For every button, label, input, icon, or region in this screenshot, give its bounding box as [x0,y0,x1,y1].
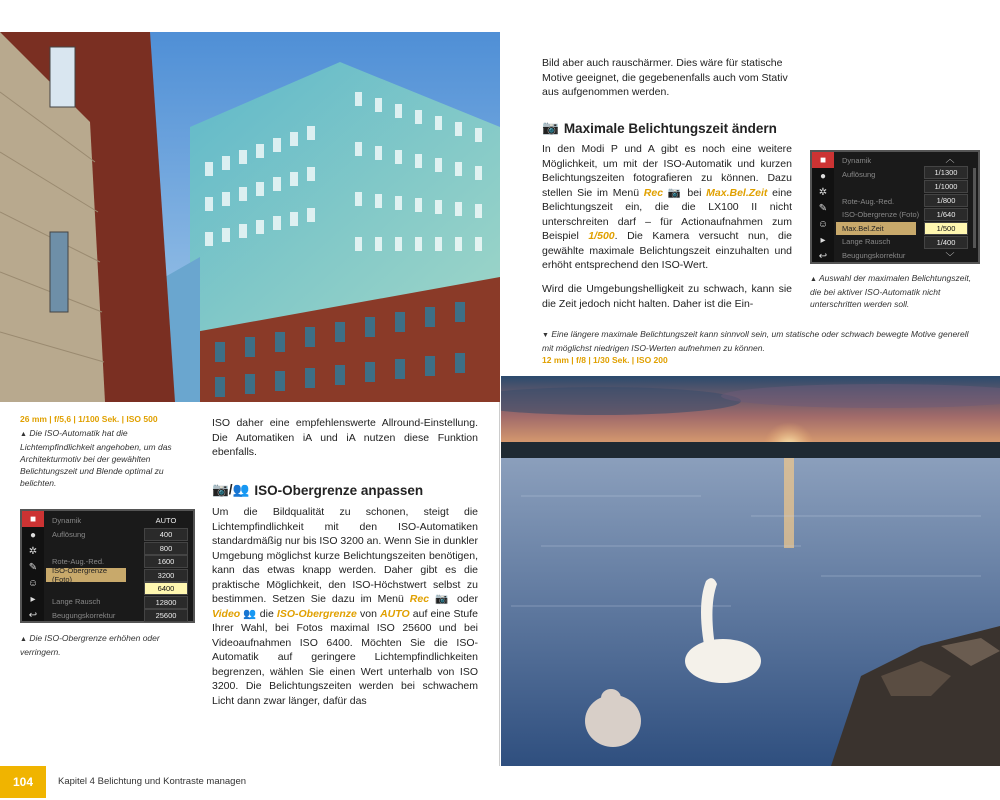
section-heading-belichtungszeit [542,120,777,136]
menu-row: Lange Rausch [842,237,891,247]
camera-icon: 📷 [542,120,559,135]
menu-row: Beugungskorrektur [842,250,906,260]
menu-value: AUTO [155,516,177,525]
body-right-maxbelzeit: Max.Bel.Zeit [706,186,768,199]
triangle-down-icon: ▼ [542,332,549,339]
menu-sidebar [22,511,44,621]
video-tab-icon: ● [819,170,827,182]
menu-row: ISO-Obergrenze (Foto) [842,210,920,220]
menu-caption-right [810,272,980,310]
menu-scrollbar [973,168,976,248]
triangle-up-icon: ▲ [20,431,27,438]
menu-row: Rote-Aug.-Red. [52,556,105,566]
chevron-up-icon: ︿ [945,154,955,164]
menu-row-selected: Max.Bel.Zeit [836,222,916,236]
menu-caption-left [20,632,195,658]
photo-info-left: 26 mm | f/5,6 | 1/100 Sek. | ISO 500 [20,414,158,424]
right-page [501,32,1000,766]
back-icon: ↩ [28,609,38,621]
back-icon: ↩ [818,250,828,262]
body-right-0: In den Modi P und A gibt es noch eine weitere Möglichkeit, um mit der ISO-Automatik und kurzen Belichtungszeiten fotografieren zu können. Dazu stellen Sie im Menü [542,143,792,199]
page-number: 104 [0,766,46,798]
menu-value: 800 [144,542,188,555]
chevron-down-icon: ﹀ [945,252,955,262]
menu-value: 1/1300 [924,166,968,179]
menu-value: 1/800 [924,194,968,207]
body-right-4: eine Belichtungszeit ein, die die LX100 II nicht unterschreiten darf – für Actionaufnahmen zum Beispiel [542,186,792,242]
menu-value-selected: 1/500 [924,222,968,235]
menu-caption-left-text: Die ISO-Obergrenze erhöhen oder verringern. [20,633,160,657]
menu-row: Beugungskorrektur [52,610,116,620]
user-icon: ☺ [27,577,39,589]
section-heading-iso [212,482,423,498]
body-text-right: In den Modi P und A gibt es noch eine weitere Möglichkeit, um mit der ISO-Automatik und kurzen Belichtungszeiten fotografieren zu können. Dazu stellen Sie im Menü Rec 📷 bei Max.Bel.Zeit eine Belichtungszeit ein, die die LX100 II nicht unterschreiten darf – für Actionaufnahmen zum Beispiel 1/500. Die Kamera versucht nun, die gewählte maximale Belichtungszeit einzuhalten und erhöht entsprechend den ISO-Wert. [542,143,792,271]
body-left-8: auf eine Stufe Ihrer Wahl, bei Fotos maximal ISO 25600 und bei Videoaufnahmen ISO 6400. Möchten Sie die ISO-Automatik auf geringere Lichtempfindlichkeiten begrenzen, wählen Sie einen Wert unterhalb von ISO 3200. Die Belichtungszeiten werden bei schwachem Licht dann zwar länger, dafür das [212,607,478,707]
section-heading-iso-text: ISO-Obergrenze anpassen [254,482,424,498]
photo-caption-left-text: Die ISO-Automatik hat die Lichtempfindlichkeit angehoben, um das Architekturmotiv bei der gewählten Belichtungszeit und Blende optimal zu belichten. [20,428,172,488]
video-tab-icon: ● [29,529,37,541]
body-text-left: Um die Bildqualität zu schonen, steigt die Lichtempfindlichkeit mit den ISO-Automatiken standardmäßig nur bis ISO 3200 an. Wenn Sie in dunkler Umgebung möglichst kurze Belichtungszeiten benötigen, kann das etwas knapp werden. Daher gibt es die praktische Möglichkeit, den ISO-Höchstwert selbst zu bestimmen. Setzen Sie dazu im Menü Rec 📷 oder Video 👥 die ISO-Obergrenze von AUTO auf eine Stufe Ihrer Wahl, bei Fotos maximal ISO 25600 und bei Videoaufnahmen ISO 6400. Möchten Sie die ISO-Automatik auf geringere Lichtempfindlichkeiten begrenzen, wählen Sie einen Wert unterhalb von ISO 3200. Die Belichtungszeiten werden bei schwachem Licht dann zwar länger, dafür das [212,506,478,707]
menu-row-selected: ISO-Obergrenze (Foto) [46,568,126,582]
left-page [0,32,500,789]
body-left-6: von [356,607,381,620]
architecture-photo [0,32,500,402]
menu-value: 1/400 [924,236,968,249]
menu-value: 1600 [144,555,188,568]
camera-video-icon: 📷/👥 [212,482,250,497]
body-left-4: die [256,607,277,620]
body-left-rec: Rec [409,593,430,605]
photo-caption-right-text: Eine längere maximale Belichtungszeit kann sinnvoll sein, um statische oder schwach bewegte Motive generell mit möglichst niedrigen ISO-Werten aufnehmen zu können. [542,329,969,353]
body-left-auto: AUTO [380,607,410,620]
menu-caption-right-text: Auswahl der maximalen Belichtungszeit, die bei aktiver ISO-Automatik nicht unterschritten werden soll. [810,273,972,309]
chapter-title: Kapitel 4 Belichtung und Kontraste managen [58,776,247,787]
camera-tab-icon: ■ [22,511,44,527]
menu-value-selected: 6400 [144,582,188,595]
section-heading-belichtungszeit-text: Maximale Belichtungszeit ändern [563,120,777,136]
menu-row: Dynamik [52,516,82,526]
photo-caption-right [542,328,982,354]
body-left-video: Video [212,607,241,620]
lake-swans-photo [501,376,1000,766]
user-icon: ☺ [817,218,829,230]
menu-row: Rote-Aug.-Red. [842,196,895,206]
play-icon: ▸ [820,234,826,246]
photo-caption-left [20,427,195,489]
play-icon: ▸ [30,593,36,605]
body-right-1-500: 1/500 [588,230,615,242]
photo-info-right: 12 mm | f/8 | 1/30 Sek. | ISO 200 [542,355,668,365]
menu-sidebar [812,152,834,262]
intro-text-right: Bild aber auch rauschärmer. Dies wäre für statische Motive geeignet, die gegebenenfalls auch vom Stativ aus aufgenommen werden. [542,57,788,98]
menu-value: 3200 [144,569,188,582]
camera-tab-icon: ■ [812,152,834,168]
menu-row: Auflösung [842,169,876,179]
body-left-2: oder [456,593,478,605]
menu-value: 400 [144,528,188,541]
menu-row: Dynamik [842,156,872,166]
custom-tab-icon: ✲ [28,545,38,557]
menu-value: 12800 [144,596,188,609]
body-text-right-2: Wird die Umgebungshelligkeit zu schwach, kann sie die Zeit jedoch nicht halten. Daher ist die Ein- [542,283,792,310]
menu-row: Auflösung [52,529,86,539]
custom-tab-icon: ✲ [818,186,828,198]
body-left-iso-obergrenze: ISO-Obergrenze [276,607,357,620]
menu-value: 25600 [144,609,188,622]
menu-value: 1/640 [924,208,968,221]
triangle-up-icon: ▲ [20,636,27,643]
menu-row: Lange Rausch [52,597,101,607]
triangle-up-icon: ▲ [810,276,817,283]
camera-menu-iso [20,509,195,623]
body-right-6: . Die Kamera versucht nun, die gewählte maximale Belichtungszeit einzuhalten und erhöht entsprechend den ISO-Wert. [542,230,792,271]
body-left-0: Um die Bildqualität zu schonen, steigt die Lichtempfindlichkeit mit den ISO-Automatiken standardmäßig nur bis ISO 3200 an. Wenn Sie in dunkler Umgebung möglichst kurze Belichtungszeiten benötigen, kann das etwas knapp werden. Daher gibt es die praktische Möglichkeit, den ISO-Höchstwert selbst zu bestimmen. Setzen Sie dazu im Menü [212,506,478,605]
wrench-icon: ✎ [28,561,38,573]
body-right-rec: Rec [643,186,664,199]
camera-menu-max-exposure [810,150,980,264]
intro-text-left: ISO daher eine empfehlenswerte Allround-Einstellung. Die Automatiken iA und iA nutzen diese Funktion ebenfalls. [212,417,478,458]
menu-value: 1/1000 [924,180,968,193]
body-right-2: bei [687,186,707,199]
wrench-icon: ✎ [818,202,828,214]
